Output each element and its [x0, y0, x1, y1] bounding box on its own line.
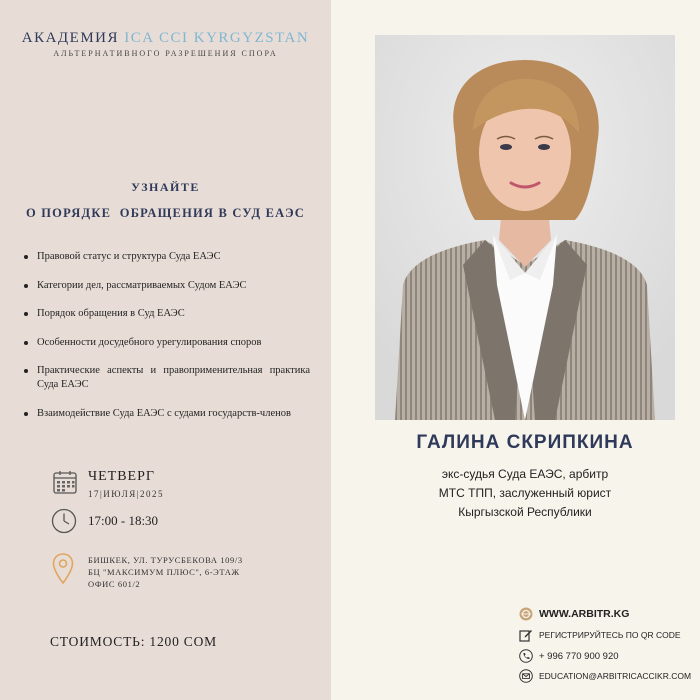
headline-topic: О ПОРЯДКЕ ОБРАЩЕНИЯ В СУД ЕАЭС	[25, 206, 305, 220]
event-address	[88, 554, 243, 590]
event-day: ЧЕТВЕРГ	[88, 469, 155, 484]
brand-title	[0, 30, 331, 47]
topic-item: Особенности досудебного урегулирования споров	[22, 336, 310, 350]
left-panel	[0, 0, 331, 700]
register-text: РЕГИСТРИРУЙТЕСЬ ПО QR CODE	[539, 630, 681, 640]
register-link[interactable]	[519, 627, 681, 643]
topic-item: Порядок обращения в Суд ЕАЭС	[22, 307, 310, 321]
calendar-icon	[52, 469, 78, 495]
topic-item: Категории дел, рассматриваемых Судом ЕАЭС	[22, 279, 310, 293]
globe-icon	[519, 607, 533, 621]
brand-subtitle: АЛЬТЕРНАТИВНОГО РАЗРЕШЕНИЯ СПОРА	[53, 49, 278, 58]
phone-icon	[519, 649, 533, 663]
website-text: WWW.ARBITR.KG	[539, 608, 630, 620]
clock-icon	[51, 508, 77, 534]
phone-text: + 996 770 900 920	[539, 650, 619, 662]
email-text: EDUCATION@ARBITRICACCIKR.COM	[539, 671, 692, 681]
map-pin-icon	[52, 553, 74, 585]
topic-item: Взаимодействие Суда ЕАЭС с судами государств-членов	[22, 407, 310, 421]
speaker-bio	[375, 465, 675, 522]
edit-icon	[519, 628, 533, 642]
email-link[interactable]	[519, 668, 691, 684]
topic-item: Практические аспекты и правоприменительная практика Суда ЕАЭС	[22, 364, 310, 392]
address-line: БИШКЕК, УЛ. ТУРУСБЕКОВА 109/3	[88, 555, 243, 565]
topic-item: Правовой статус и структура Суда ЕАЭС	[22, 250, 310, 264]
bio-line: экс-судья Суда ЕАЭС, арбитр	[441, 467, 609, 481]
website-link[interactable]	[519, 606, 629, 622]
speaker-name: ГАЛИНА СКРИПКИНА	[416, 432, 634, 453]
brand-title-accent: ICA CCI KYRGYZSTAN	[124, 30, 310, 46]
bio-line: МТС ТПП, заслуженный юрист	[438, 486, 612, 500]
price-label: СТОИМОСТЬ: 1200 СОМ	[50, 634, 217, 649]
address-line: ОФИС 601/2	[88, 579, 141, 589]
headline-learn: УЗНАЙТЕ	[131, 180, 200, 194]
speaker-photo	[375, 35, 675, 420]
address-line: БЦ "МАКСИМУМ ПЛЮС", 6-ЭТАЖ	[88, 567, 240, 577]
event-time: 17:00 - 18:30	[88, 513, 159, 528]
phone-link[interactable]	[519, 648, 619, 664]
topics-list	[22, 250, 310, 435]
bio-line: Кыргызской Республики	[458, 505, 592, 519]
brand-title-main: АКАДЕМИЯ	[21, 30, 125, 46]
mail-icon	[519, 669, 533, 683]
event-date: 17|ИЮЛЯ|2025	[88, 489, 165, 499]
